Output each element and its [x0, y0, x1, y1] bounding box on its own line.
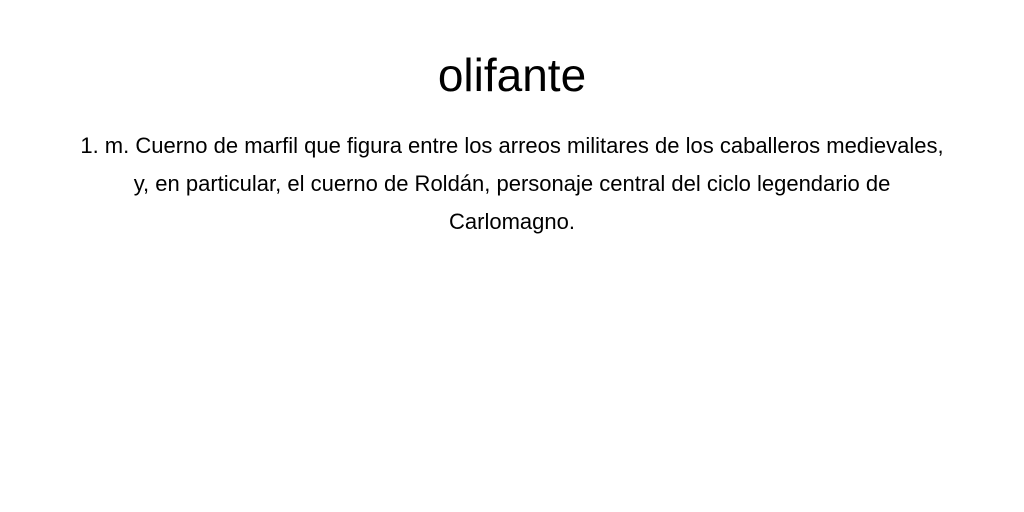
definition-text: 1. m. Cuerno de marfil que figura entre los arreos militares de los caballeros medievales, y, en particular, el cuerno de Roldán, personaje central del ciclo legendario de Carlomagno.	[80, 133, 944, 234]
headword-title: olifante	[437, 49, 587, 101]
